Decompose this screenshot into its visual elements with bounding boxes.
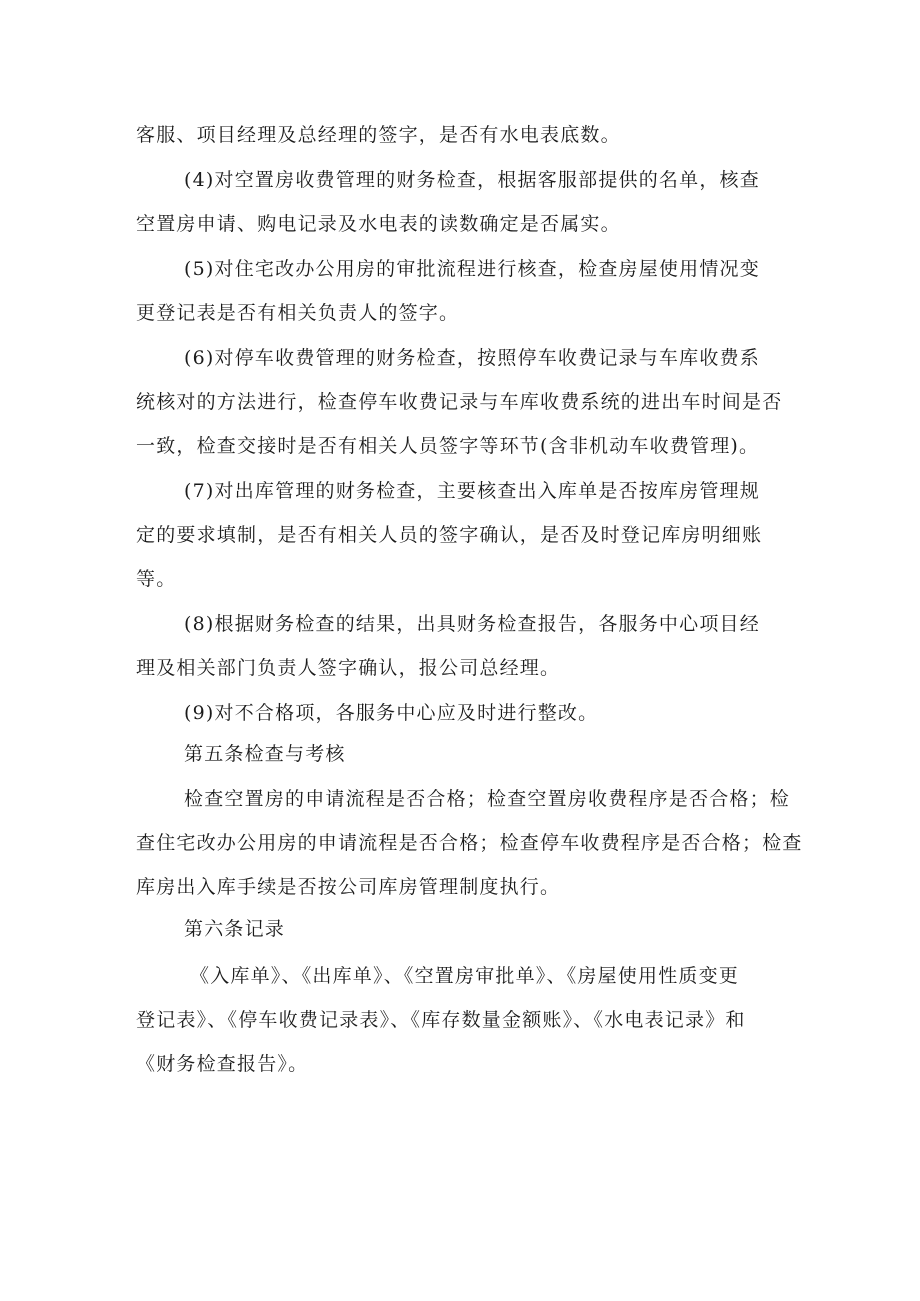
- section-6-line-2: 登记表》、《停车收费记录表》、《库存数量金额账》、《水电表记录》和: [136, 1009, 746, 1031]
- item-7-line-1: (7)对出库管理的财务检查，主要核查出入库单是否按库房管理规: [184, 480, 760, 502]
- section-5-line-1: 检查空置房的申请流程是否合格；检查空置房收费程序是否合格；检: [184, 788, 791, 810]
- item-5-line-1: (5)对住宅改办公用房的审批流程进行核查，检查房屋使用情况变: [184, 258, 760, 280]
- item-4-line-1: (4)对空置房收费管理的财务检查，根据客服部提供的名单，核查: [184, 169, 760, 191]
- body-line-1: 客服、项目经理及总经理的签字，是否有水电表底数。: [136, 124, 621, 146]
- item-7-line-3: 等。: [136, 568, 177, 590]
- section-6-line-3: 《财务检查报告》。: [136, 1053, 309, 1075]
- item-5-line-2: 更登记表是否有相关负责人的签字。: [136, 302, 460, 324]
- section-5-line-3: 库房出入库手续是否按公司库房管理制度执行。: [136, 876, 561, 898]
- item-9-line-1: (9)对不合格项，各服务中心应及时进行整改。: [184, 702, 599, 724]
- item-6-line-3: 一致，检查交接时是否有相关人员签字等环节(含非机动车收费管理)。: [136, 435, 760, 457]
- item-4-line-2: 空置房申请、购电记录及水电表的读数确定是否属实。: [136, 213, 621, 235]
- section-5-line-2: 查住宅改办公用房的申请流程是否合格；检查停车收费程序是否合格；检查: [136, 832, 803, 854]
- section-6-heading: 第六条记录: [184, 918, 286, 940]
- item-6-line-1: (6)对停车收费管理的财务检查，按照停车收费记录与车库收费系: [184, 347, 760, 369]
- section-6-line-1: 《入库单》、《出库单》、《空置房审批单》、《房屋使用性质变更: [190, 965, 740, 987]
- item-6-line-2: 统核对的方法进行，检查停车收费记录与车库收费系统的进出车时间是否: [136, 391, 783, 413]
- item-8-line-2: 理及相关部门负责人签字确认，报公司总经理。: [136, 657, 561, 679]
- item-8-line-1: (8)根据财务检查的结果，出具财务检查报告，各服务中心项目经: [184, 613, 760, 635]
- item-7-line-2: 定的要求填制，是否有相关人员的签字确认，是否及时登记库房明细账: [136, 524, 763, 546]
- section-5-heading: 第五条检查与考核: [184, 743, 346, 765]
